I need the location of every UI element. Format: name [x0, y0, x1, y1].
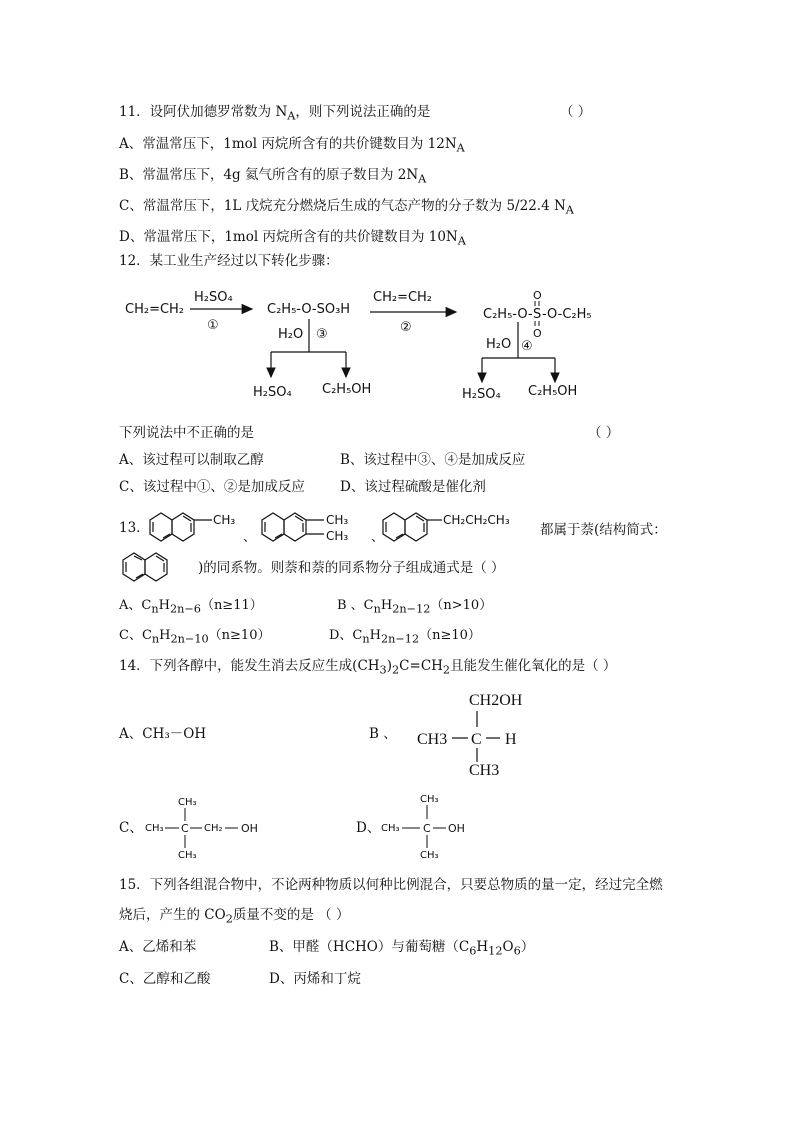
q14-structure-b: [417, 692, 523, 779]
q12-ester-left: C₂H₅-O-: [483, 307, 533, 322]
q15-option-b: B、甲醛（HCHO）与葡萄糖$(C_6H_{12}O_6)$: [269, 939, 535, 958]
q12-option-a: A、该过程可以制取乙醇: [119, 452, 264, 468]
q12-step3: ③: [316, 327, 328, 342]
q13-sep-1: 、: [243, 530, 257, 545]
q15-option-c: C、乙醇和乙酸: [119, 971, 211, 987]
q12-h2so4-left: H₂SO₄: [253, 385, 292, 400]
svg-text:CH₃: CH₃: [381, 823, 400, 834]
q11-option-d: D、常温常压下，1mol 丙烷所含有的共价键数目为 $10N_A$: [119, 229, 466, 248]
q12-reagent2: CH₂=CH₂: [373, 290, 433, 305]
q13-option-b: B 、$C_nH_{2n-12}(n>10)$: [337, 598, 493, 616]
q14-option-b-label: B 、: [369, 726, 397, 742]
q14-structure-c: [145, 797, 258, 861]
q12-water-3: H₂O: [278, 327, 304, 342]
svg-text:OH: OH: [448, 822, 465, 835]
svg-text:C: C: [471, 731, 482, 748]
q14-stem: 14．下列各醇中，能发生消去反应生成$(CH_3)_2C=CH_2$且能发生催化氧化的是（ ）: [119, 658, 617, 677]
q12-ester-o-bottom: O: [533, 327, 542, 340]
q12-ester-s: S: [533, 307, 542, 322]
q12-ethanol-right: C₂H₅OH: [528, 384, 578, 399]
q12-step2: ②: [400, 320, 412, 335]
q12-h2so4-right: H₂SO₄: [462, 387, 501, 402]
q13-number: 13．: [119, 520, 150, 536]
q12-option-b: B、该过程中③、④是加成反应: [340, 452, 526, 468]
q12-reactant: CH₂=CH₂: [125, 302, 185, 317]
q12-water-4: H₂O: [486, 337, 512, 352]
q11-stem: 11．设阿伏加德罗常数为 $N_A$，则下列说法正确的是: [119, 104, 431, 123]
svg-text:C: C: [181, 822, 189, 835]
q13-ch3-1: CH₃: [213, 513, 236, 527]
svg-text:H: H: [505, 731, 517, 748]
q12-ester-o-top: O: [533, 289, 542, 302]
q11-option-c: C、常温常压下，1L 戊烷充分燃烧后生成的气态产物的分子数为 5/22.4 $N_A$: [119, 198, 574, 217]
svg-text:OH: OH: [241, 822, 258, 835]
q12-option-d: D、该过程硫酸是催化剂: [340, 479, 486, 495]
q12-option-c: C、该过程中①、②是加成反应: [119, 479, 305, 495]
q14-structure-d: [381, 794, 465, 861]
svg-text:CH₃: CH₃: [420, 794, 439, 805]
q13-option-c: C、$C_nH_{2n-10}(n\ge 10)$: [119, 628, 271, 646]
svg-text:C: C: [423, 822, 431, 835]
q11-option-b: B、常温常压下，4g 氦气所含有的原子数目为 $2N_A$: [119, 167, 427, 186]
q11-answer-paren: （ ）: [560, 104, 592, 120]
q12-step4: ④: [521, 339, 533, 354]
q14-option-d-label: D、: [356, 820, 381, 836]
q15-stem-line2: 烧后，产生的 $CO_2$质量不变的是 （ ）: [119, 907, 350, 926]
q12-ester-right: -O-C₂H₅: [542, 307, 592, 322]
q11-option-a: A、常温常压下，1mol 丙烷所含有的共价键数目为 $12N_A$: [119, 136, 465, 155]
q15-option-a: A、乙烯和苯: [119, 939, 197, 955]
q13-sep-2: 、: [371, 530, 385, 545]
svg-text:CH2OH: CH2OH: [469, 692, 523, 709]
q13-line2: )的同系物。则萘和萘的同系物分子组成通式是（ ）: [198, 560, 505, 576]
q13-tail: 都属于萘(结构简式：: [540, 522, 667, 538]
svg-text:CH3: CH3: [469, 762, 500, 779]
q12-intermediate: C₂H₅-O-SO₃H: [267, 302, 351, 317]
q15-stem: 15．下列各组混合物中，不论两种物质以何种比例混合，只要总物质的量一定，经过完全燃: [119, 877, 663, 893]
q13-propyl: CH₂CH₂CH₃: [443, 513, 510, 527]
q13-ch3-2a: CH₃: [326, 513, 349, 527]
q13-option-d: D、$C_nH_{2n-12}(n\ge 10)$: [329, 628, 481, 646]
svg-text:CH₂: CH₂: [204, 823, 223, 834]
svg-text:CH₃: CH₃: [420, 850, 439, 861]
q13-ch3-2b: CH₃: [326, 529, 349, 543]
q15-option-d: D、丙烯和丁烷: [269, 971, 361, 987]
svg-text:CH₃: CH₃: [145, 823, 164, 834]
svg-text:CH₃: CH₃: [178, 850, 197, 861]
q12-answer-paren: （ ）: [588, 425, 620, 441]
q12-step1: ①: [207, 318, 219, 333]
q14-option-c-label: C、: [119, 820, 143, 836]
svg-text:CH3: CH3: [417, 731, 448, 748]
q12-question: 下列说法中不正确的是: [119, 425, 254, 441]
q12-reagent1: H₂SO₄: [194, 290, 233, 305]
q14-option-a: A、CH₃－OH: [119, 726, 207, 742]
q12-stem: 12．某工业生产经过以下转化步骤：: [119, 253, 339, 269]
q12-ethanol-left: C₂H₅OH: [322, 382, 372, 397]
svg-text:CH₃: CH₃: [178, 797, 197, 808]
q13-option-a: A、$C_nH_{2n-6}(n\ge 11)$: [119, 598, 263, 616]
